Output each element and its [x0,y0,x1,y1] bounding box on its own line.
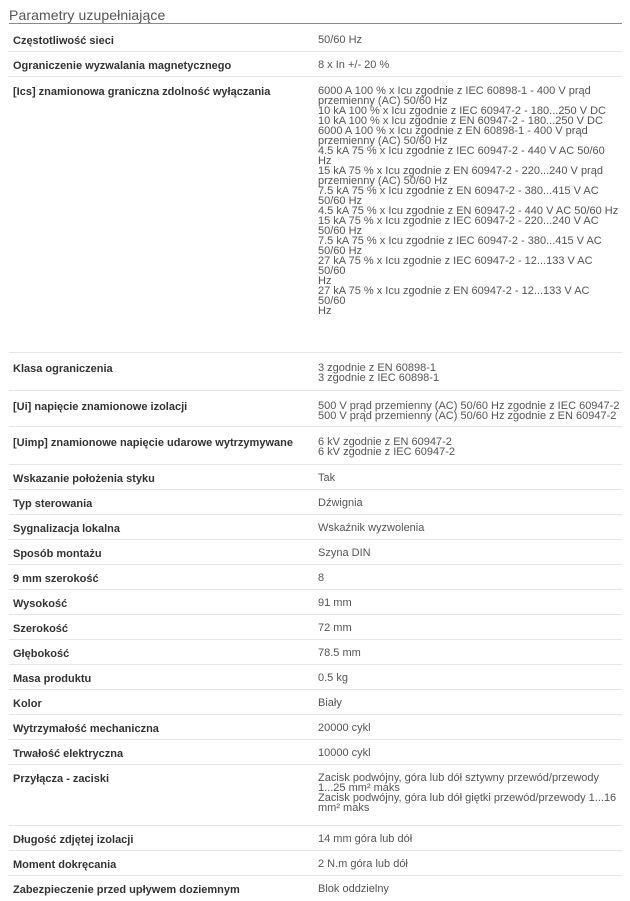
spec-value [318,86,622,352]
spec-value [318,773,622,825]
spec-label: Szerokość [13,623,69,635]
spec-row [9,515,622,540]
spec-value-line: 7.5 kA 75 % x Icu zgodnie z IEC 60947-2 - 380...415 V AC [318,235,602,247]
spec-row [9,740,622,765]
spec-label: Długość zdjętej izolacji [13,834,134,846]
spec-value [318,498,622,514]
spec-value-line: 78.5 mm [318,647,361,659]
spec-value-line: 3 zgodnie z EN 60898-1 [318,362,437,374]
spec-value [318,573,622,589]
spec-value [318,363,622,390]
spec-value-line: 0.5 kg [318,672,348,684]
spec-value [318,598,622,614]
spec-value-line: 6000 A 100 % x Icu zgodnie z IEC 60898-1 - 400 V prąd [318,85,591,97]
spec-label: Sposób montażu [13,548,102,560]
spec-row [9,665,622,690]
spec-row [9,765,622,826]
section-title: Parametry uzupełniające [9,7,166,23]
spec-row [9,77,622,353]
spec-value [318,673,622,689]
spec-row [9,353,622,391]
title-divider [9,23,622,24]
spec-row [9,565,622,590]
spec-value-line: 50/60 Hz [318,34,363,46]
spec-label: Częstotliwość sieci [13,35,114,47]
spec-row [9,26,622,52]
spec-row [9,851,622,876]
spec-value-line: Blok oddzielny [318,883,389,895]
spec-row [9,590,622,615]
spec-value [318,648,622,664]
spec-value [318,523,622,539]
spec-value-line: 50/60 Hz [318,245,363,257]
spec-row [9,465,622,490]
spec-value [318,698,622,714]
spec-value-line: Tak [318,472,336,484]
spec-value [318,623,622,639]
spec-value [318,834,622,850]
spec-label: Masa produktu [13,673,92,685]
spec-value [318,473,622,489]
spec-label: Przyłącza - zaciski [13,773,110,785]
spec-value-line: 8 x In +/- 20 % [318,59,390,71]
spec-value-line: przemienny (AC) 50/60 Hz [318,175,448,187]
spec-value-line: 50/60 Hz [318,225,363,237]
spec-value-line: 10000 cykl [318,747,371,759]
spec-value-line: 27 kA 75 % x Icu zgodnie z IEC 60947-2 - 12...133 V AC 50/60 [318,255,593,277]
spec-value-line: Dźwignia [318,497,363,509]
spec-label: Zabezpieczenie przed upływem doziemnym [13,884,240,896]
spec-row [9,715,622,740]
spec-value [318,35,622,51]
spec-label: Ograniczenie wyzwalania magnetycznego [13,60,232,72]
spec-value-line: Zacisk podwójny, góra lub dół giętki przewód/przewody 1...16 [318,792,617,804]
spec-value-line: przemienny (AC) 50/60 Hz [318,95,448,107]
spec-value-line: 2 N.m góra lub dół [318,858,408,870]
spec-row [9,876,622,901]
spec-value-line: 10 kA 100 % x Icu zgodnie z IEC 60947-2 - 180...250 V DC [318,105,607,117]
spec-value-line: 27 kA 75 % x Icu zgodnie z EN 60947-2 - 12...133 V AC 50/60 [318,285,590,307]
spec-value [318,401,622,426]
spec-label: Wskazanie położenia styku [13,473,155,485]
spec-value [318,437,622,464]
spec-label: Typ sterowania [13,498,93,510]
spec-value-line: 15 kA 75 % x Icu zgodnie z EN 60947-2 - 220...240 V prąd [318,165,603,177]
spec-value-line: 4.5 kA 75 % x Icu zgodnie z EN 60947-2 - 440 V AC 50/60 Hz [318,205,619,217]
spec-value-line: 50/60 Hz [318,195,363,207]
spec-value-line: 14 mm góra lub dół [318,833,413,845]
spec-label: Wytrzymałość mechaniczna [13,723,159,735]
spec-value-line: Zacisk podwójny, góra lub dół sztywny przewód/przewody [318,772,600,784]
spec-row [9,427,622,465]
spec-row [9,690,622,715]
spec-value-line: 8 [318,572,325,584]
spec-value-line: 15 kA 75 % x Icu zgodnie z IEC 60947-2 - 220...240 V AC [318,215,599,227]
spec-value [318,548,622,564]
spec-value [318,60,622,76]
spec-row [9,391,622,427]
spec-value-line: 4.5 kA 75 % x Icu zgodnie z IEC 60947-2 - 440 V AC 50/60 Hz [318,145,605,167]
spec-value [318,723,622,739]
spec-label: [Ics] znamionowa graniczna zdolność wyłączania [13,86,271,98]
spec-value-line: 500 V prąd przemienny (AC) 50/60 Hz zgodnie z EN 60947-2 [318,410,617,422]
spec-value-line: 72 mm [318,622,352,634]
spec-label: Głębokość [13,648,70,660]
spec-value-line: 91 mm [318,597,352,609]
spec-value-line: 6 kV zgodnie z EN 60947-2 [318,436,452,448]
spec-label: Sygnalizacja lokalna [13,523,120,535]
spec-row [9,640,622,665]
spec-label: Trwałość elektryczna [13,748,124,760]
spec-value-line: 3 zgodnie z IEC 60898-1 [318,372,440,384]
spec-value-line: mm² maks [318,802,370,814]
spec-value-line: przemienny (AC) 50/60 Hz [318,135,448,147]
spec-row [9,52,622,77]
spec-label: [Ui] napięcie znamionowe izolacji [13,401,188,413]
spec-row [9,490,622,515]
spec-value-line: 500 V prąd przemienny (AC) 50/60 Hz zgodnie z IEC 60947-2 [318,400,620,412]
spec-value-line: Hz [318,305,332,317]
spec-value-line: Biały [318,697,342,709]
spec-label: Kolor [13,698,42,710]
spec-row [9,615,622,640]
spec-label: Moment dokręcania [13,859,117,871]
spec-value-line: 20000 cykl [318,722,371,734]
spec-value-line: 7.5 kA 75 % x Icu zgodnie z EN 60947-2 - 380...415 V AC [318,185,599,197]
spec-row [9,826,622,851]
spec-label: 9 mm szerokość [13,573,99,585]
spec-value [318,884,622,901]
spec-label: [Uimp] znamionowe napięcie udarowe wytrzymywane [13,437,293,449]
spec-value-line: 6 kV zgodnie z IEC 60947-2 [318,446,455,458]
spec-value-line: 6000 A 100 % x Icu zgodnie z EN 60898-1 - 400 V prąd [318,125,588,137]
spec-label: Wysokość [13,598,68,610]
spec-value-line: Hz [318,275,332,287]
spec-value [318,859,622,875]
spec-value [318,748,622,764]
spec-value-line: Wskaźnik wyzwolenia [318,522,425,534]
spec-label: Klasa ograniczenia [13,363,113,375]
spec-value-line: 1...25 mm² maks [318,782,400,794]
spec-table [9,26,622,901]
spec-value-line: 10 kA 100 % x Icu zgodnie z EN 60947-2 - 180...250 V DC [318,115,603,127]
spec-value-line: Szyna DIN [318,547,371,559]
spec-row [9,540,622,565]
